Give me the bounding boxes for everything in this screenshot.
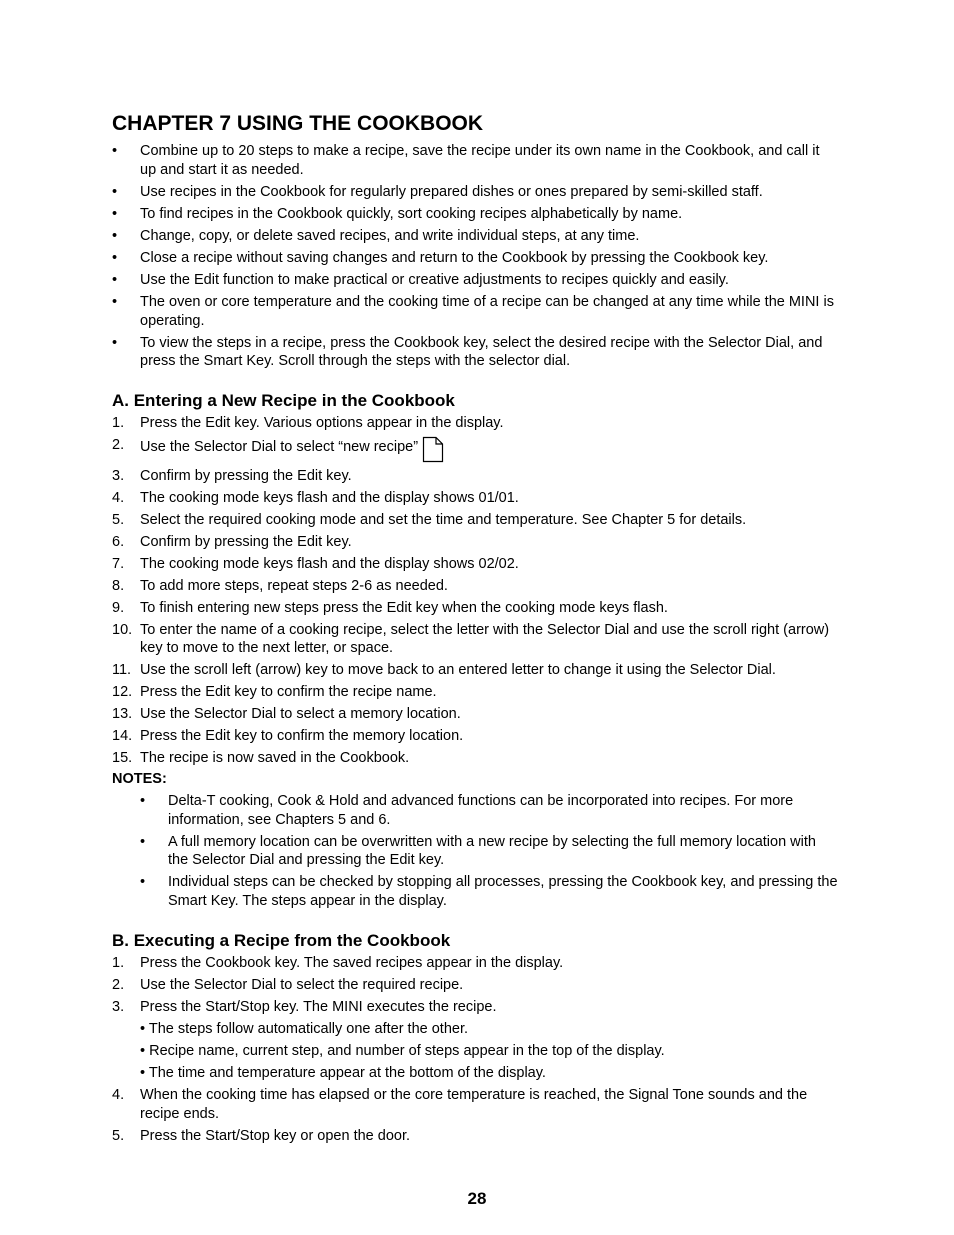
step-text: The cooking mode keys flash and the display shows 01/01. (140, 489, 519, 506)
intro-bullet-text: The oven or core temperature and the cooking time of a recipe can be changed at any time while the MINI is operating. (140, 294, 834, 329)
step-item (112, 599, 838, 618)
step-item (112, 1086, 838, 1123)
step-number: 5. (112, 1127, 125, 1144)
step-number: 3. (112, 467, 125, 484)
step-item (112, 436, 838, 463)
note-text: A full memory location can be overwritten with a new recipe by selecting the full memory location with the Selector Dial and pressing the Edit key. (168, 833, 816, 869)
intro-bullet-text: Close a recipe without saving changes and return to the Cookbook by pressing the Cookbook key. (140, 249, 769, 266)
step-item (112, 727, 838, 746)
notes-list (112, 792, 838, 910)
bullet-glyph: • (112, 334, 118, 351)
step-text: To enter the name of a cooking recipe, select the letter with the Selector Dial and use the scroll right (arrow) key to move to the next letter, or space. (140, 621, 830, 657)
note-item (140, 833, 838, 870)
step-item (112, 998, 838, 1017)
section-b-heading: B. Executing a Recipe from the Cookbook (112, 931, 451, 951)
intro-bullet-list (112, 142, 838, 371)
step-text: Use the scroll left (arrow) key to move back to an entered letter to change it using the Selector Dial. (140, 662, 776, 679)
step-item (112, 555, 838, 574)
step-item (112, 661, 838, 680)
step-text: Use the Selector Dial to select the required recipe. (140, 977, 464, 994)
intro-bullet-text: Change, copy, or delete saved recipes, and write individual steps, at any time. (140, 227, 640, 244)
step-number: 13. (112, 706, 133, 723)
step-item (112, 683, 838, 702)
bullet-glyph: • (112, 205, 118, 222)
step-number: 4. (112, 489, 125, 506)
intro-bullet (112, 293, 838, 330)
step-number: 9. (112, 599, 125, 616)
step-item (112, 489, 838, 508)
step-text: Press the Start/Stop key. The MINI executes the recipe. (140, 999, 497, 1016)
note-text: Individual steps can be checked by stopping all processes, pressing the Cookbook key, and pressing the Smart Key. The steps appear in the display. (168, 874, 838, 909)
step-text: To finish entering new steps press the Edit key when the cooking mode keys flash. (140, 599, 668, 616)
step-item (112, 621, 838, 658)
step-item (112, 749, 838, 768)
new-document-icon (422, 436, 444, 463)
step-item (112, 533, 838, 552)
sub-bullet: • The steps follow automatically one after the other. (140, 1021, 469, 1038)
step-number: 12. (112, 684, 133, 701)
section-b-steps (112, 954, 838, 1017)
step-text: The cooking mode keys flash and the display shows 02/02. (140, 555, 519, 572)
intro-bullet (112, 183, 838, 202)
bullet-glyph: • (112, 294, 118, 311)
step-text: Press the Start/Stop key or open the door. (140, 1127, 411, 1144)
step-number: 2. (112, 437, 125, 454)
section-spacer (112, 374, 838, 390)
bullet-glyph: • (112, 227, 118, 244)
section-b-steps-continued (112, 1086, 838, 1145)
step-number: 11. (112, 662, 132, 679)
step-number: 15. (112, 750, 133, 767)
intro-bullet (112, 271, 838, 290)
intro-bullet (112, 249, 838, 268)
step-item (112, 467, 838, 486)
step-number: 1. (112, 955, 125, 972)
page-number: 28 (467, 1189, 487, 1208)
intro-bullet-text: To find recipes in the Cookbook quickly, sort cooking recipes alphabetically by name. (140, 205, 683, 222)
intro-bullet (112, 227, 838, 246)
note-text: Delta-T cooking, Cook & Hold and advanced functions can be incorporated into recipes. For more information, see Chapters 5 and 6. (168, 793, 794, 828)
sub-bullet: • The time and temperature appear at the bottom of the display. (140, 1065, 546, 1082)
step-item (112, 976, 838, 995)
step-number: 5. (112, 511, 125, 528)
step-text: Use the Selector Dial to select “new recipe” (140, 439, 419, 456)
step-text: Use the Selector Dial to select a memory location. (140, 706, 461, 723)
intro-bullet (112, 334, 838, 371)
step-text: Press the Edit key to confirm the memory location. (140, 728, 464, 745)
chapter-title: CHAPTER 7 USING THE COOKBOOK (112, 112, 484, 135)
bullet-glyph: • (112, 183, 118, 200)
intro-bullet-text: Combine up to 20 steps to make a recipe, save the recipe under its own name in the Cookbook, and call it up and start it as needed. (140, 143, 820, 178)
intro-bullet (112, 205, 838, 224)
note-item (140, 792, 838, 829)
intro-bullet (112, 142, 838, 179)
step-number: 8. (112, 577, 125, 594)
section-spacer (112, 914, 838, 930)
step-item (112, 511, 838, 530)
bullet-glyph: • (140, 874, 146, 891)
intro-bullet-text: Use recipes in the Cookbook for regularly prepared dishes or ones prepared by semi-skilled staff. (140, 183, 763, 200)
step-item (112, 705, 838, 724)
sub-bullet-list (112, 1020, 838, 1083)
bullet-glyph: • (140, 833, 146, 850)
step-text: Press the Cookbook key. The saved recipes appear in the display. (140, 955, 564, 972)
intro-bullet-text: To view the steps in a recipe, press the Cookbook key, select the desired recipe with the Selector Dial, and press the Smart Key. Scroll through the steps with the selector dial. (140, 334, 823, 370)
step-text: Confirm by pressing the Edit key. (140, 467, 352, 484)
intro-bullet-text: Use the Edit function to make practical or creative adjustments to recipes quickly and easily. (140, 271, 729, 288)
step-number: 1. (112, 415, 125, 432)
bullet-glyph: • (140, 793, 146, 810)
notes-label: NOTES: (112, 771, 167, 788)
step-text: Press the Edit key to confirm the recipe name. (140, 684, 437, 701)
step-number: 2. (112, 977, 125, 994)
bullet-glyph: • (112, 249, 118, 266)
note-item (140, 873, 838, 910)
step-text: Confirm by pressing the Edit key. (140, 533, 352, 550)
step-item (112, 414, 838, 433)
step-text: Select the required cooking mode and set the time and temperature. See Chapter 5 for details. (140, 511, 747, 528)
step-number: 14. (112, 728, 133, 745)
step-text: When the cooking time has elapsed or the core temperature is reached, the Signal Tone sounds and the recipe ends. (140, 1087, 808, 1122)
step-item (112, 577, 838, 596)
step-number: 3. (112, 999, 125, 1016)
bullet-glyph: • (112, 143, 118, 159)
step-item (112, 1127, 838, 1146)
step-number: 4. (112, 1087, 125, 1104)
bullet-glyph: • (112, 271, 118, 288)
section-a-steps (112, 414, 838, 768)
step-item (112, 954, 838, 973)
sub-bullet: • Recipe name, current step, and number of steps appear in the top of the display. (140, 1043, 665, 1060)
step-number: 10. (112, 621, 133, 638)
document-page (112, 110, 838, 1149)
step-text: The recipe is now saved in the Cookbook. (140, 750, 410, 767)
step-text: To add more steps, repeat steps 2-6 as needed. (140, 577, 448, 594)
step-text: Press the Edit key. Various options appear in the display. (140, 415, 504, 432)
step-number: 6. (112, 533, 125, 550)
step-number: 7. (112, 555, 125, 572)
section-a-heading: A. Entering a New Recipe in the Cookbook (112, 391, 455, 411)
